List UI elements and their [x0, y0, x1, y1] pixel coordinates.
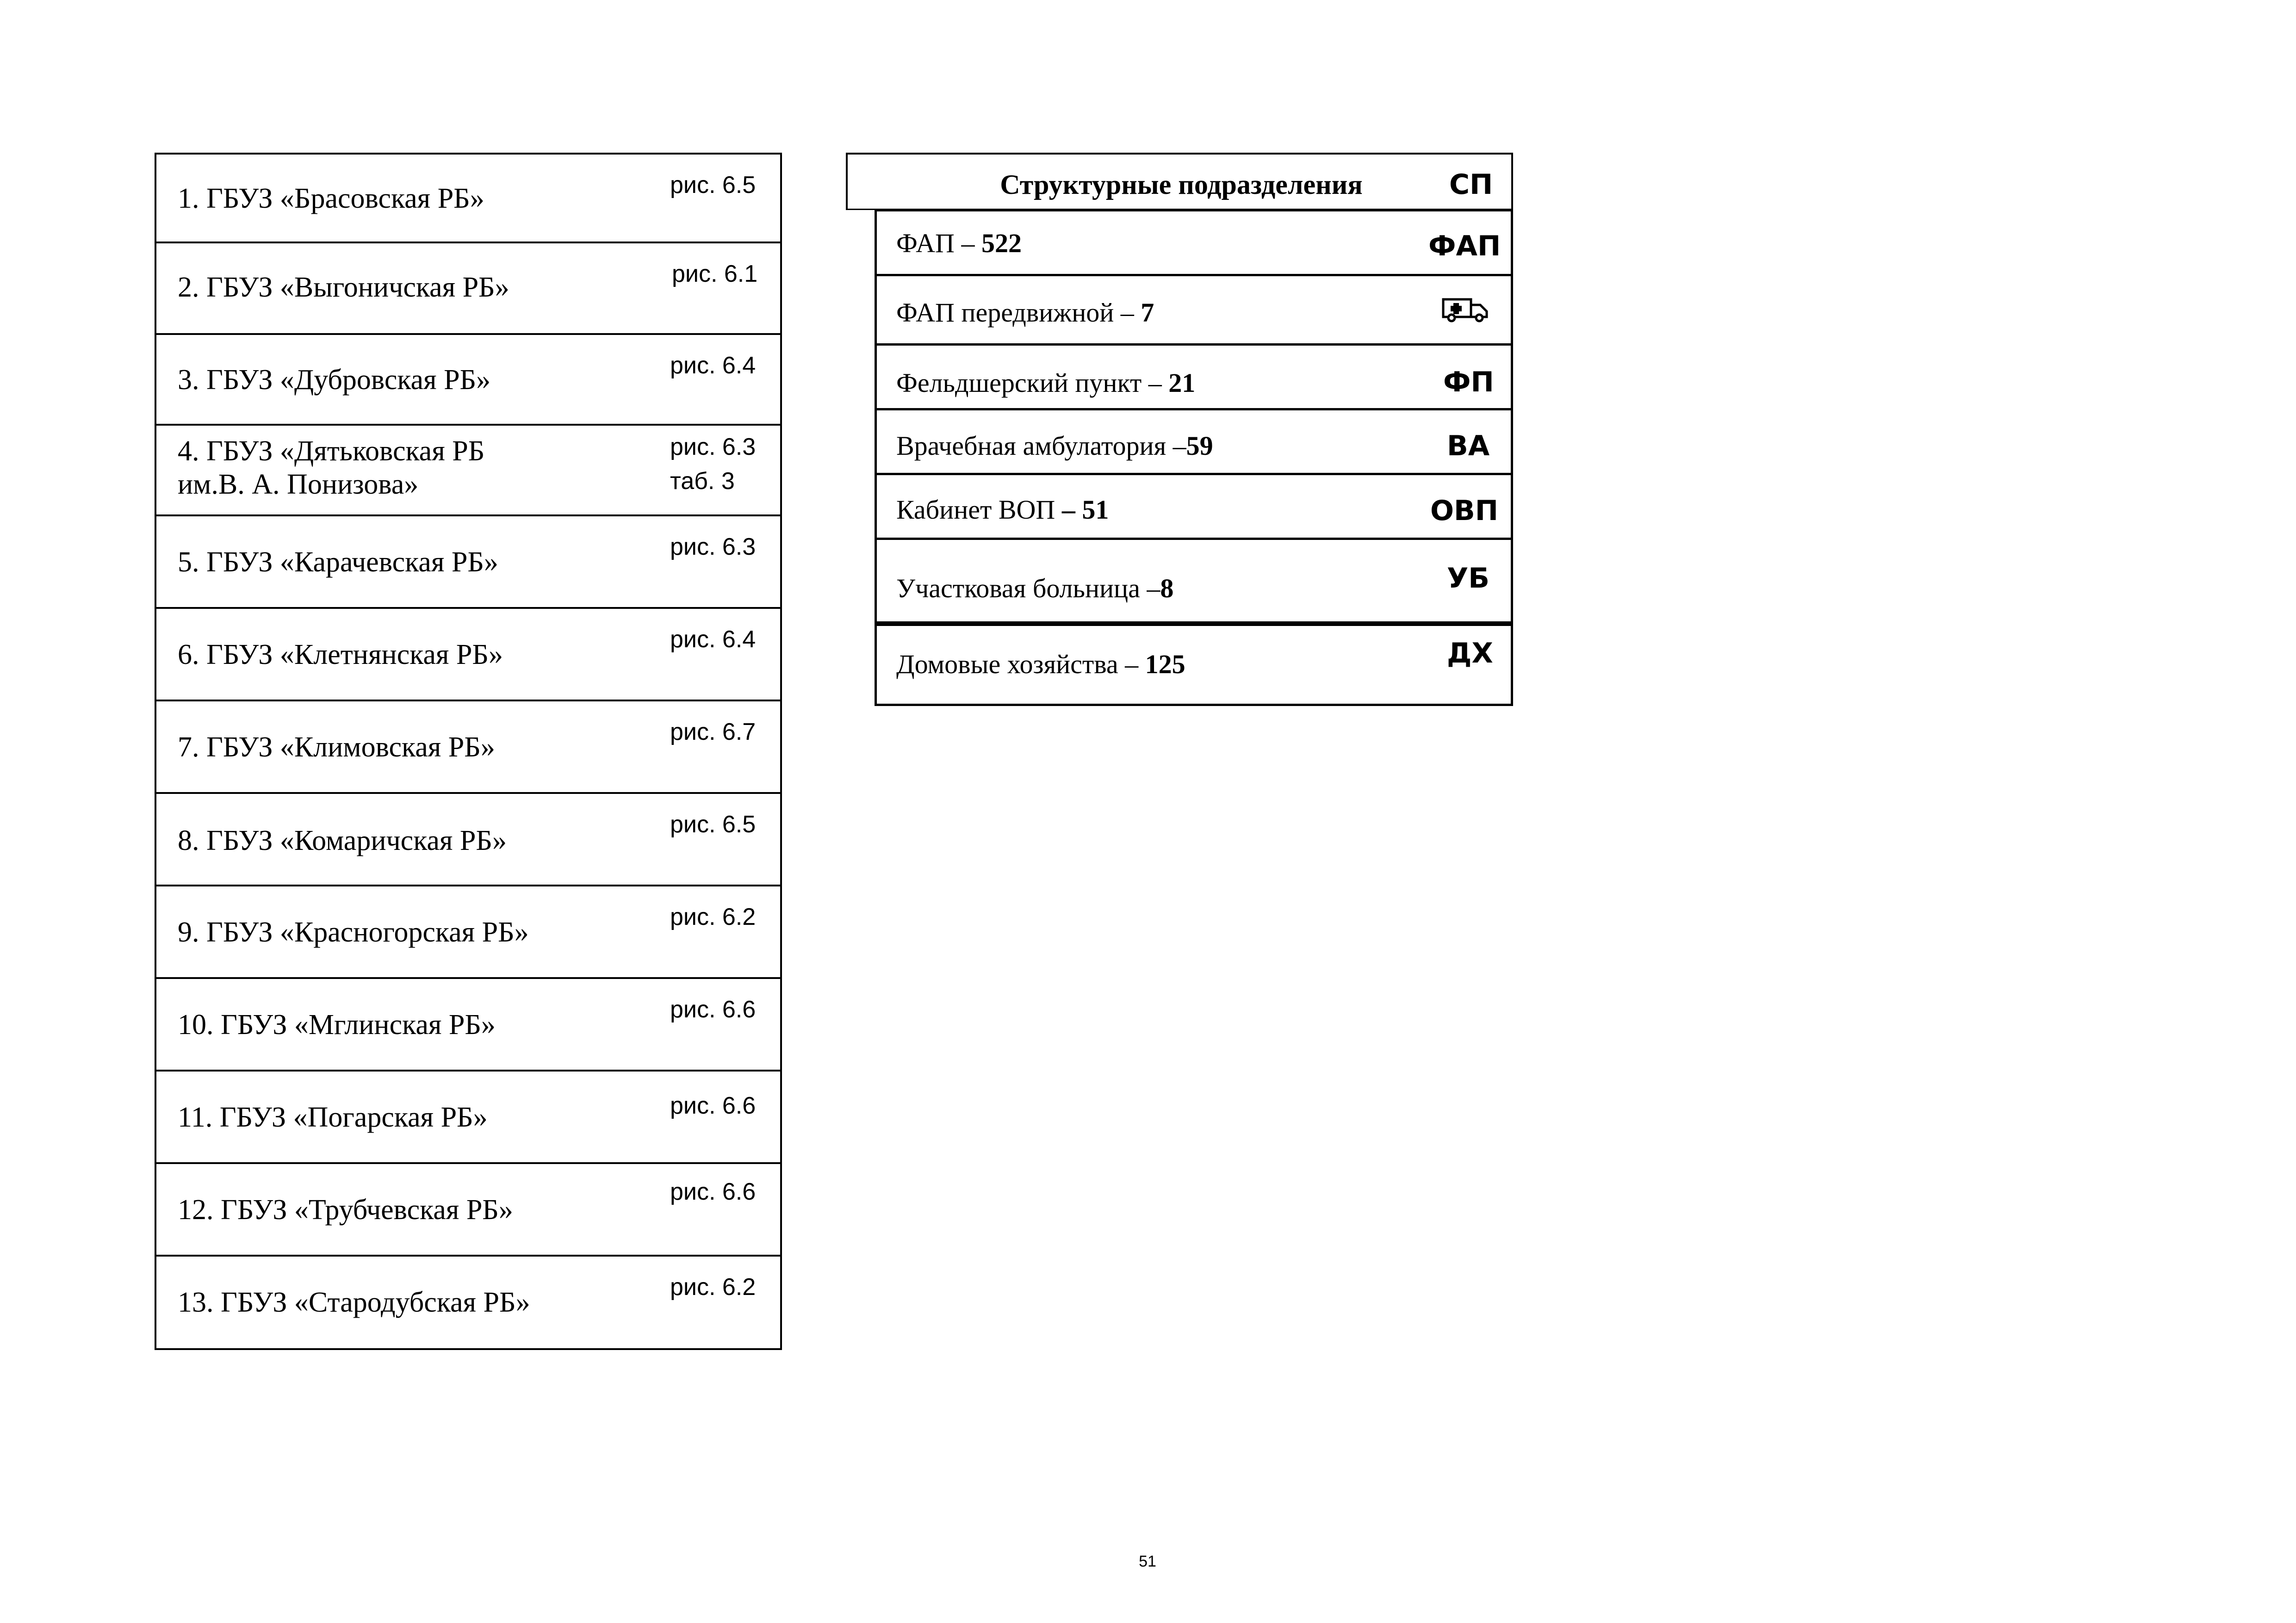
- hospital-name: 7. ГБУЗ «Климовская РБ»: [178, 731, 495, 763]
- hospital-row: [156, 1164, 780, 1257]
- hospital-row: [156, 1072, 780, 1164]
- legend-header: [846, 153, 1513, 210]
- hospital-row: [156, 701, 780, 794]
- hospital-row: [156, 886, 780, 979]
- legend-row-ovp: [877, 475, 1511, 540]
- legend-count: 7: [1141, 297, 1154, 328]
- legend-households: [875, 624, 1513, 706]
- legend-count: 59: [1186, 431, 1213, 461]
- hospital-name: 5. ГБУЗ «Карачевская РБ»: [178, 546, 498, 578]
- figure-reference: рис. 6.5: [670, 172, 756, 198]
- legend-label: ФАП – 522: [896, 228, 1022, 258]
- table-reference: таб. 3: [670, 468, 735, 495]
- legend-count: – 51: [1061, 495, 1109, 525]
- legend-row-fap: [877, 211, 1511, 276]
- hospital-row: [156, 609, 780, 701]
- hospital-name: 9. ГБУЗ «Красногорская РБ»: [178, 917, 529, 948]
- legend-table: [875, 209, 1513, 624]
- legend-abbr: ОВП: [1430, 495, 1498, 527]
- legend-row-fp: [877, 346, 1511, 410]
- hospital-row: [156, 335, 780, 426]
- hospital-name: 12. ГБУЗ «Трубчевская РБ»: [178, 1194, 513, 1226]
- page-number: 51: [1139, 1553, 1156, 1570]
- figure-reference: рис. 6.3: [670, 533, 756, 560]
- hospital-row: [156, 243, 780, 335]
- hospital-list: [155, 153, 782, 1350]
- legend-abbr: ФАП: [1428, 230, 1501, 262]
- hospital-name: 10. ГБУЗ «Мглинская РБ»: [178, 1009, 496, 1041]
- hospital-row: [156, 516, 780, 609]
- legend-abbr: УБ: [1447, 562, 1489, 595]
- hospital-row: [156, 426, 780, 516]
- figure-reference: рис. 6.6: [670, 996, 756, 1023]
- hospital-name: 8. ГБУЗ «Комаричская РБ»: [178, 825, 507, 856]
- figure-reference: рис. 6.2: [670, 904, 756, 930]
- figure-reference: рис. 6.4: [670, 352, 756, 379]
- figure-reference: рис. 6.1: [672, 260, 758, 287]
- hospital-name: 2. ГБУЗ «Выгоничская РБ»: [178, 272, 509, 303]
- hospital-name: 6. ГБУЗ «Клетнянская РБ»: [178, 639, 503, 670]
- hospital-row: [156, 979, 780, 1072]
- legend-row-va: [877, 410, 1511, 475]
- legend-label: Кабинет ВОП – 51: [896, 495, 1109, 525]
- hospital-name: 1. ГБУЗ «Брасовская РБ»: [178, 183, 484, 214]
- hospital-row: [156, 1257, 780, 1348]
- legend-abbr: ДХ: [1447, 637, 1493, 669]
- legend-row-ub: [877, 540, 1511, 621]
- legend-abbr: ВА: [1447, 430, 1490, 462]
- figure-reference: рис. 6.3: [670, 434, 756, 460]
- legend-label: ФАП передвижной – 7: [896, 297, 1154, 328]
- figure-reference: рис. 6.6: [670, 1092, 756, 1119]
- legend-count: 522: [981, 228, 1022, 258]
- legend-label: Фельдшерский пункт – 21: [896, 368, 1196, 398]
- hospital-name: 11. ГБУЗ «Погарская РБ»: [178, 1102, 488, 1133]
- legend-abbr: ФП: [1443, 366, 1494, 398]
- hospital-name: 3. ГБУЗ «Дубровская РБ»: [178, 364, 491, 396]
- ambulance-icon: [1441, 296, 1489, 322]
- hospital-name-line2: им.В. А. Понизова»: [178, 469, 419, 500]
- hospital-name-line1: 4. ГБУЗ «Дятьковская РБ: [178, 435, 485, 467]
- hospital-row: [156, 155, 780, 243]
- figure-reference: рис. 6.2: [670, 1274, 756, 1301]
- legend-title: Структурные подразделения: [1000, 169, 1363, 200]
- legend-title-abbr: СП: [1449, 168, 1493, 201]
- legend-count: 125: [1145, 649, 1185, 679]
- figure-reference: рис. 6.4: [670, 626, 756, 653]
- legend-count: 21: [1168, 368, 1196, 398]
- legend-label: Домовые хозяйства – 125: [896, 649, 1185, 679]
- legend-label: Врачебная амбулатория –59: [896, 431, 1213, 461]
- figure-reference: рис. 6.6: [670, 1178, 756, 1205]
- legend-row-mobile-fap: [877, 276, 1511, 346]
- figure-reference: рис. 6.7: [670, 719, 756, 745]
- legend-count: 8: [1160, 573, 1174, 603]
- hospital-name: 13. ГБУЗ «Стародубская РБ»: [178, 1287, 530, 1318]
- figure-reference: рис. 6.5: [670, 811, 756, 838]
- legend-label: Участковая больница –8: [896, 573, 1174, 603]
- hospital-row: [156, 794, 780, 886]
